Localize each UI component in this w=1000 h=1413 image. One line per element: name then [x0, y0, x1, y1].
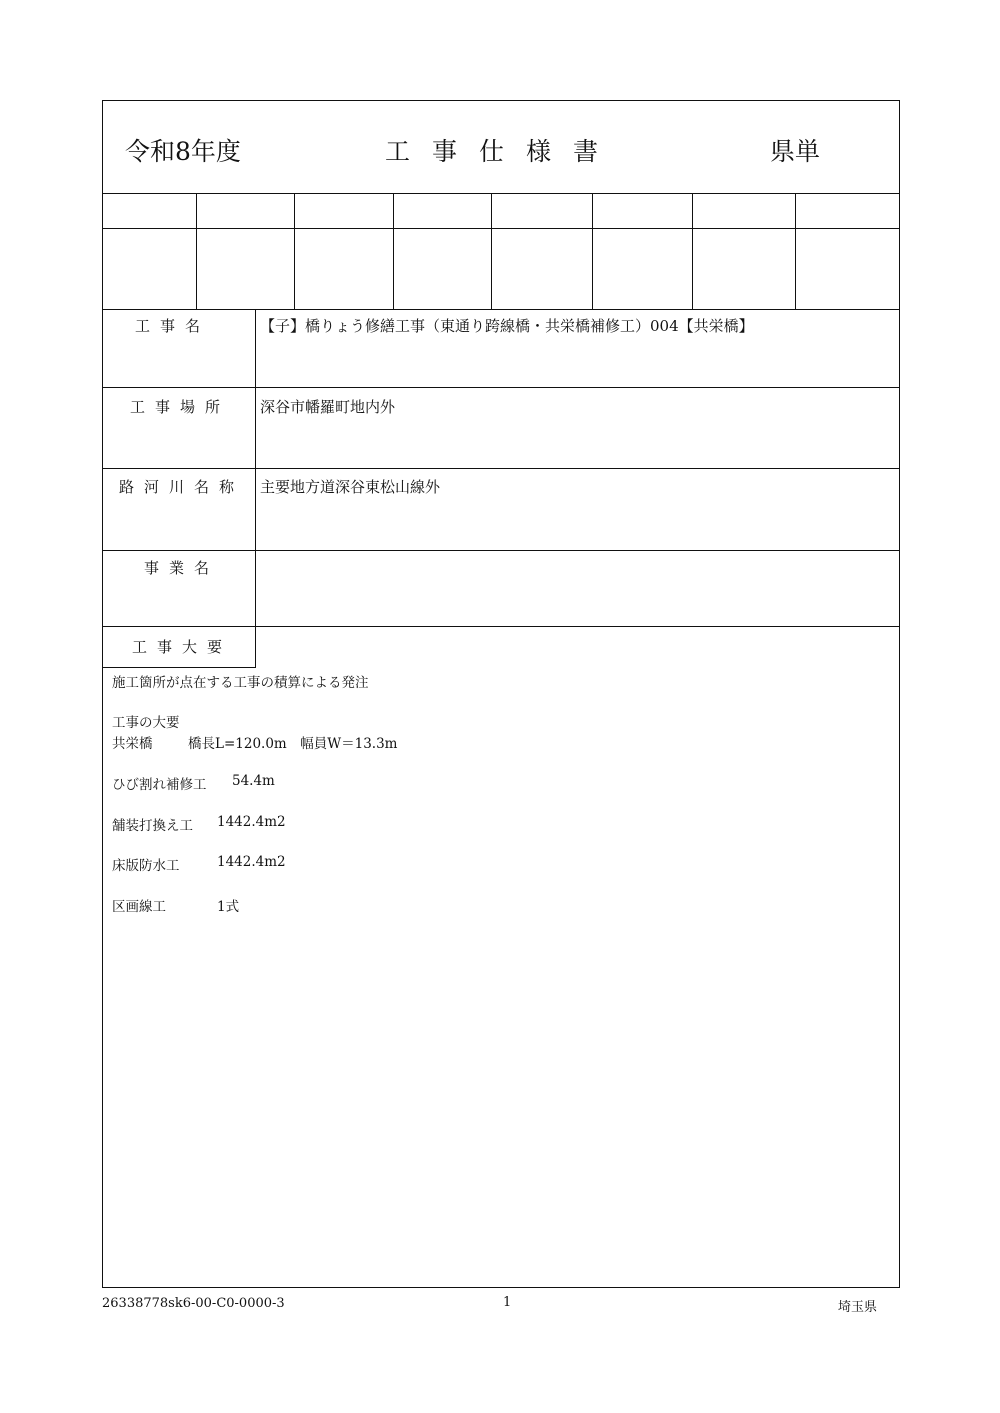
- item-quantity: 1442.4m2: [217, 814, 286, 830]
- road-name-value: 主要地方道深谷東松山線外: [260, 478, 441, 496]
- work-name-label: 工事名: [135, 317, 211, 335]
- label-column-line: [255, 309, 256, 667]
- location-label: 工事場所: [130, 398, 231, 416]
- page-number: 1: [503, 1295, 512, 1310]
- budget-kind: 県単: [770, 137, 821, 166]
- summary-line: 施工箇所が点在する工事の積算による発注: [112, 675, 369, 691]
- issuer-name: 埼玉県: [838, 1300, 878, 1315]
- grid-line: [592, 193, 593, 309]
- item-quantity: 54.4m: [232, 773, 275, 789]
- bridge-dimensions: 橋長L=120.0m 幅員W＝13.3m: [188, 736, 398, 752]
- item-name: 床版防水工: [112, 858, 180, 874]
- bridge-name: 共栄橋: [112, 736, 153, 752]
- grid-line: [491, 193, 492, 309]
- item-name: ひび割れ補修工: [112, 777, 207, 793]
- location-value: 深谷市幡羅町地内外: [260, 398, 396, 416]
- item-name: 区画線工: [112, 899, 166, 915]
- era-year: 令和8年度: [125, 137, 241, 166]
- road-name-label: 路河川名称: [119, 478, 245, 496]
- grid-line: [102, 193, 900, 194]
- item-quantity: 1442.4m2: [217, 854, 286, 870]
- summary-heading: 工事の大要: [112, 715, 180, 731]
- document-frame: [102, 100, 900, 1288]
- row-line: [102, 550, 900, 551]
- document-code: 26338778sk6-00-C0-0000-3: [102, 1296, 285, 1311]
- item-quantity: 1式: [217, 899, 240, 915]
- grid-line: [795, 193, 796, 309]
- grid-line: [692, 193, 693, 309]
- document-title: 工事仕様書: [385, 137, 621, 166]
- row-line: [102, 667, 256, 668]
- grid-line: [102, 228, 900, 229]
- grid-line: [196, 193, 197, 309]
- grid-line: [393, 193, 394, 309]
- row-line: [102, 626, 900, 627]
- work-name-value: 【子】橋りょう修繕工事（東通り跨線橋・共栄橋補修工）004【共栄橋】: [260, 317, 754, 335]
- row-line: [102, 468, 900, 469]
- row-line: [102, 387, 900, 388]
- grid-line: [102, 309, 900, 310]
- summary-label: 工事大要: [132, 638, 233, 656]
- project-name-label: 事業名: [144, 559, 220, 577]
- grid-line: [294, 193, 295, 309]
- item-name: 舗装打換え工: [112, 818, 193, 834]
